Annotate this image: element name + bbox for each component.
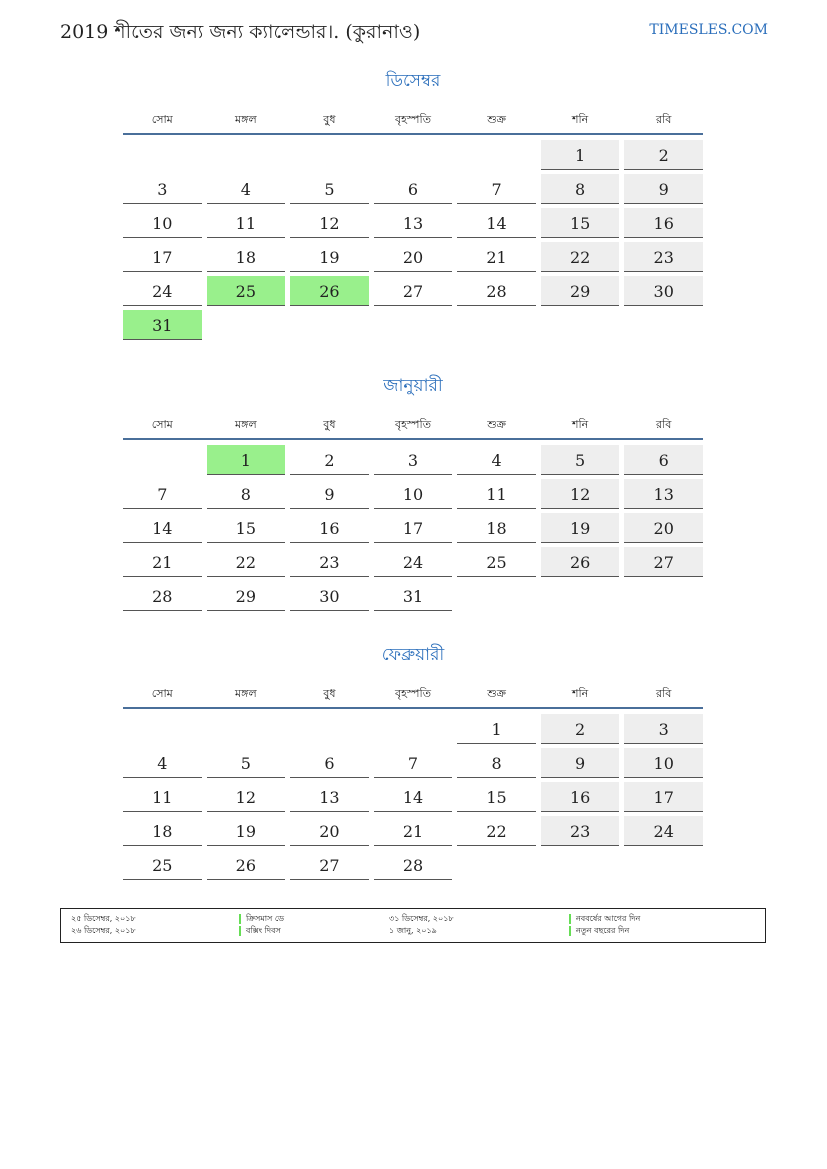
day-cell: 7	[457, 174, 536, 204]
holiday-marker	[239, 914, 241, 924]
day-cell: 4	[457, 445, 536, 475]
day-cell: 6	[624, 445, 703, 475]
empty-cell	[374, 310, 453, 340]
day-cell: 28	[374, 850, 453, 880]
month-december	[123, 69, 703, 340]
empty-cell	[290, 714, 369, 744]
weekday-label: রবি	[656, 113, 672, 126]
day-cell: 9	[624, 174, 703, 204]
empty-cell	[374, 714, 453, 744]
weekday-label: শুক্র	[487, 418, 506, 431]
empty-cell	[207, 310, 286, 340]
day-cell: 10	[123, 208, 202, 238]
empty-cell	[457, 581, 536, 611]
month-title: ফেব্রুয়ারী	[381, 645, 445, 665]
day-cell: 16	[624, 208, 703, 238]
day-cell: 9	[290, 479, 369, 509]
weekday-label: বুধ	[323, 418, 336, 431]
day-cell: 18	[457, 513, 536, 543]
day-cell: 26	[207, 850, 286, 880]
empty-cell	[207, 714, 286, 744]
day-cell: 18	[207, 242, 286, 272]
page-title: 2019 শীতের জন্য জন্য ক্যালেন্ডার।. (কুরানাও)	[60, 21, 421, 43]
day-cell: 23	[624, 242, 703, 272]
day-cell: 12	[541, 479, 620, 509]
empty-cell	[457, 310, 536, 340]
empty-cell	[123, 445, 202, 475]
day-cell: 24	[123, 276, 202, 306]
day-cell: 2	[624, 140, 703, 170]
site-link[interactable]: TIMESLES.COM	[649, 22, 768, 38]
empty-cell	[374, 140, 453, 170]
day-cell: 8	[207, 479, 286, 509]
day-cell: 16	[290, 513, 369, 543]
day-cell: 15	[457, 782, 536, 812]
day-cell: 3	[624, 714, 703, 744]
day-cell: 29	[207, 581, 286, 611]
day-cell: 18	[123, 816, 202, 846]
legend-holiday-name: ক্রিসমাস ডে	[246, 914, 284, 923]
day-cell: 26	[290, 276, 369, 306]
day-cell: 1	[457, 714, 536, 744]
day-cell: 22	[207, 547, 286, 577]
day-cell: 26	[541, 547, 620, 577]
day-cell: 25	[207, 276, 286, 306]
day-cell: 11	[123, 782, 202, 812]
legend-date: ১ জানু, ২০১৯	[389, 926, 437, 935]
holiday-legend	[60, 908, 766, 943]
weekday-label: শনি	[572, 687, 589, 700]
day-cell: 19	[541, 513, 620, 543]
day-cell: 12	[290, 208, 369, 238]
legend-holiday-name: নববর্ষের আগের দিন	[576, 914, 641, 923]
day-cell: 31	[374, 581, 453, 611]
day-cell: 6	[374, 174, 453, 204]
day-cell: 21	[123, 547, 202, 577]
day-cell: 17	[624, 782, 703, 812]
day-cell: 27	[624, 547, 703, 577]
day-cell: 25	[123, 850, 202, 880]
empty-cell	[541, 581, 620, 611]
days-grid	[123, 714, 703, 880]
day-cell: 12	[207, 782, 286, 812]
weekday-label: রবি	[656, 418, 672, 431]
weekday-label: বুধ	[323, 113, 336, 126]
weekday-label: বৃহস্পতি	[395, 418, 431, 431]
day-cell: 4	[207, 174, 286, 204]
month-february	[123, 643, 703, 880]
empty-cell	[207, 140, 286, 170]
day-cell: 29	[541, 276, 620, 306]
weekday-label: বৃহস্পতি	[395, 113, 431, 126]
day-cell: 30	[290, 581, 369, 611]
days-grid	[123, 140, 703, 340]
day-cell: 20	[624, 513, 703, 543]
holiday-marker	[239, 926, 241, 936]
day-cell: 1	[207, 445, 286, 475]
weekday-label: সোম	[151, 687, 173, 700]
legend-date: ২৫ ডিসেম্বর, ২০১৮	[71, 914, 136, 923]
empty-cell	[624, 850, 703, 880]
empty-cell	[457, 850, 536, 880]
weekday-label: বৃহস্পতি	[395, 687, 431, 700]
day-cell: 13	[624, 479, 703, 509]
day-cell: 10	[624, 748, 703, 778]
weekday-label: শনি	[572, 113, 589, 126]
holiday-marker	[569, 914, 571, 924]
day-cell: 27	[290, 850, 369, 880]
day-cell: 11	[457, 479, 536, 509]
day-cell: 4	[123, 748, 202, 778]
day-cell: 28	[457, 276, 536, 306]
weekday-label: সোম	[151, 418, 173, 431]
weekday-header	[123, 684, 703, 704]
day-cell: 14	[457, 208, 536, 238]
header-divider	[123, 438, 703, 440]
day-cell: 15	[541, 208, 620, 238]
weekday-label: মঙ্গল	[235, 687, 257, 700]
holiday-marker	[569, 926, 571, 936]
day-cell: 11	[207, 208, 286, 238]
day-cell: 2	[541, 714, 620, 744]
day-cell: 21	[374, 816, 453, 846]
day-cell: 23	[290, 547, 369, 577]
day-cell: 3	[123, 174, 202, 204]
day-cell: 5	[541, 445, 620, 475]
weekday-label: শুক্র	[487, 113, 506, 126]
day-cell: 5	[290, 174, 369, 204]
day-cell: 24	[374, 547, 453, 577]
weekday-label: শনি	[572, 418, 589, 431]
empty-cell	[123, 140, 202, 170]
legend-holiday-name: বক্সিং দিবস	[246, 926, 281, 935]
day-cell: 16	[541, 782, 620, 812]
legend-holiday	[239, 925, 281, 937]
day-cell: 17	[123, 242, 202, 272]
day-cell: 10	[374, 479, 453, 509]
month-title: ডিসেম্বর	[385, 71, 441, 91]
legend-date: ২৬ ডিসেম্বর, ২০১৮	[71, 926, 136, 935]
day-cell: 6	[290, 748, 369, 778]
empty-cell	[290, 140, 369, 170]
month-title: জানুয়ারী	[383, 376, 443, 396]
empty-cell	[123, 714, 202, 744]
empty-cell	[624, 310, 703, 340]
day-cell: 14	[123, 513, 202, 543]
weekday-label: শুক্র	[487, 687, 506, 700]
day-cell: 13	[374, 208, 453, 238]
day-cell: 5	[207, 748, 286, 778]
empty-cell	[624, 581, 703, 611]
day-cell: 2	[290, 445, 369, 475]
weekday-label: বুধ	[323, 687, 336, 700]
day-cell: 27	[374, 276, 453, 306]
weekday-label: সোম	[151, 113, 173, 126]
day-cell: 24	[624, 816, 703, 846]
day-cell: 19	[290, 242, 369, 272]
day-cell: 21	[457, 242, 536, 272]
legend-holiday	[239, 913, 284, 925]
empty-cell	[541, 850, 620, 880]
day-cell: 22	[541, 242, 620, 272]
day-cell: 7	[374, 748, 453, 778]
day-cell: 31	[123, 310, 202, 340]
day-cell: 28	[123, 581, 202, 611]
day-cell: 15	[207, 513, 286, 543]
day-cell: 1	[541, 140, 620, 170]
day-cell: 13	[290, 782, 369, 812]
day-cell: 9	[541, 748, 620, 778]
day-cell: 17	[374, 513, 453, 543]
days-grid	[123, 445, 703, 611]
day-cell: 22	[457, 816, 536, 846]
weekday-header	[123, 415, 703, 435]
day-cell: 25	[457, 547, 536, 577]
header-divider	[123, 707, 703, 709]
month-january	[123, 374, 703, 611]
legend-holiday-name: নতুন বছরের দিন	[576, 926, 630, 935]
day-cell: 7	[123, 479, 202, 509]
legend-holiday	[569, 913, 640, 925]
day-cell: 8	[541, 174, 620, 204]
empty-cell	[457, 140, 536, 170]
day-cell: 20	[290, 816, 369, 846]
empty-cell	[541, 310, 620, 340]
day-cell: 20	[374, 242, 453, 272]
weekday-header	[123, 110, 703, 130]
weekday-label: রবি	[656, 687, 672, 700]
day-cell: 19	[207, 816, 286, 846]
empty-cell	[290, 310, 369, 340]
day-cell: 14	[374, 782, 453, 812]
weekday-label: মঙ্গল	[235, 113, 257, 126]
day-cell: 8	[457, 748, 536, 778]
day-cell: 3	[374, 445, 453, 475]
legend-date: ৩১ ডিসেম্বর, ২০১৮	[389, 914, 454, 923]
weekday-label: মঙ্গল	[235, 418, 257, 431]
legend-holiday	[569, 925, 629, 937]
day-cell: 30	[624, 276, 703, 306]
header-divider	[123, 133, 703, 135]
day-cell: 23	[541, 816, 620, 846]
